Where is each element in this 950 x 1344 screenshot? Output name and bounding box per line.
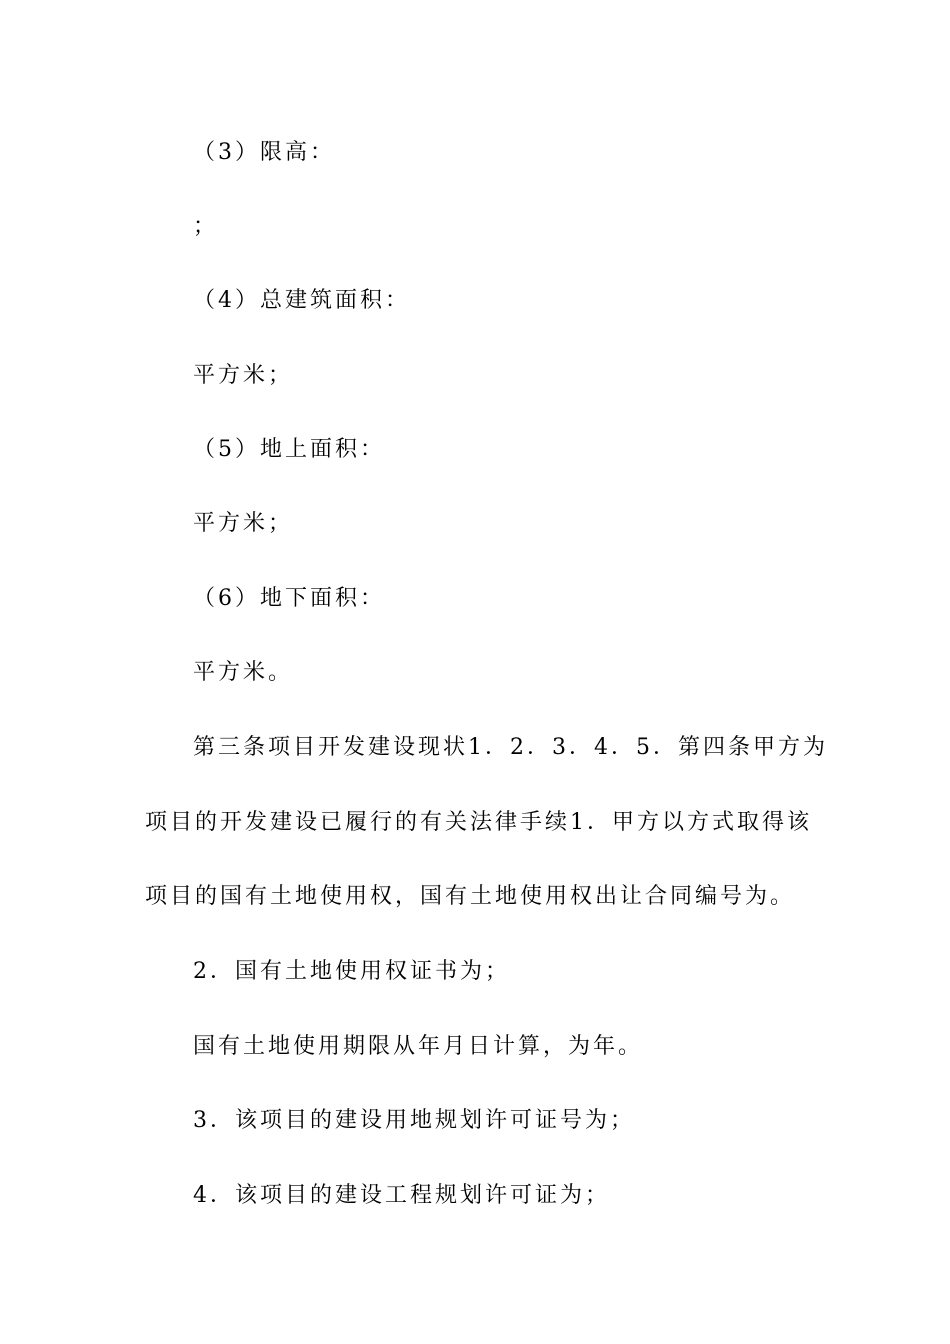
paragraph-article-3-line-3: 项目的国有土地使用权，国有土地使用权出让合同编号为。	[145, 884, 796, 909]
item-engineering-planning-permit: 4．该项目的建设工程规划许可证为；	[193, 1183, 610, 1208]
paragraph-article-3-line-2: 项目的开发建设已履行的有关法律手续1．甲方以方式取得该	[145, 810, 812, 835]
item-above-ground-area: （5）地上面积：	[193, 437, 385, 462]
item-total-floor-area: （4）总建筑面积：	[193, 288, 410, 313]
item-total-floor-area-unit: 平方米；	[193, 363, 294, 388]
item-height-limit-value: ；	[193, 214, 219, 239]
item-underground-area-unit: 平方米。	[193, 660, 294, 685]
item-land-planning-permit: 3．该项目的建设用地规划许可证号为；	[193, 1108, 635, 1133]
item-land-use-certificate: 2．国有土地使用权证书为；	[193, 959, 510, 984]
item-height-limit: （3）限高：	[193, 140, 335, 165]
item-underground-area: （6）地下面积：	[193, 586, 385, 611]
paragraph-article-3-line-1: 第三条项目开发建设现状1．2．3．4．5．第四条甲方为	[193, 735, 828, 760]
item-above-ground-area-unit: 平方米；	[193, 511, 294, 536]
item-land-use-term: 国有土地使用期限从年月日计算，为年。	[193, 1034, 644, 1059]
